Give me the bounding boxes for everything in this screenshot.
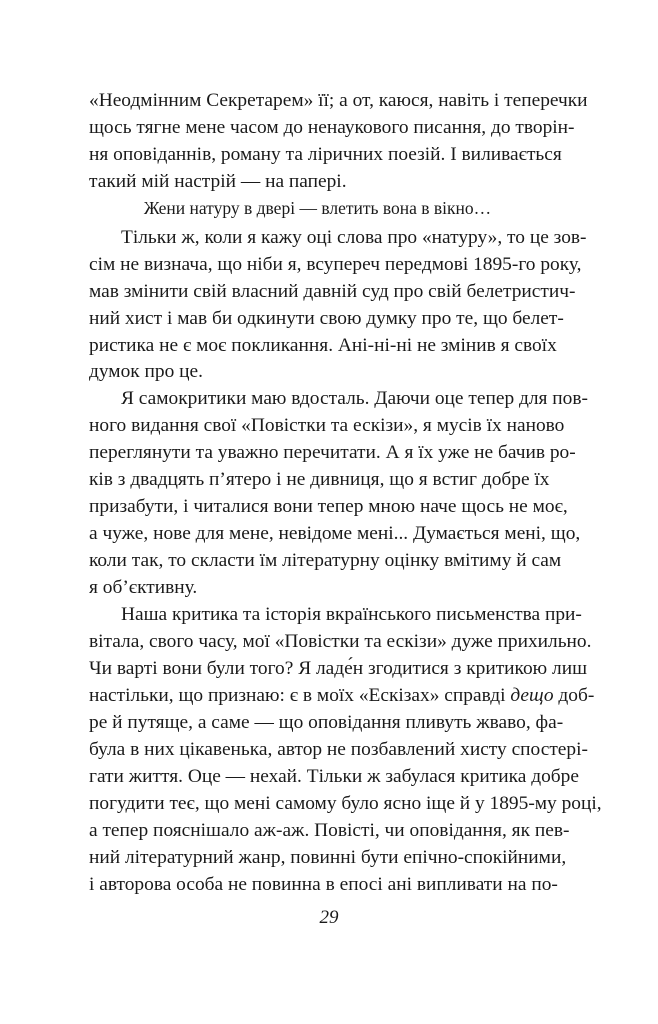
text-line: і авторова особа не повинна в епосі ані випливати на по- [89,874,558,895]
text-line: Тільки ж, коли я кажу оці слова про «натуру», то це зов- [121,227,587,248]
epigraph-line: Жени натуру в двері — влетить вона в вікно… [143,198,492,218]
text-line: мав змінити свій власний давній суд про свій белетристич- [89,281,576,302]
text-line: призабути, і читалися вони тепер мною наче щось не моє, [89,496,568,517]
text-line: Наша критика та історія вкраїнського письменства при- [121,604,582,625]
text-line: Чи варті вони були того? Я ладе́н згодитися з критикою лиш [89,658,587,679]
text-line: «Неодмінним Секретарем» її; а от, каюся, навіть і теперечки [89,90,588,111]
text-line: вітала, свого часу, мої «Повістки та ескізи» дуже прихильно. [89,631,592,652]
page-number: 29 [319,907,339,928]
text-line: переглянути та уважно перечитати. А я їх уже не бачив ро- [89,442,576,463]
text-line: ний хист і мав би одкинути свою думку про те, що белет- [89,308,564,329]
text-line: погудити теє, що мені самому було ясно іще й у 1895-му році, [89,793,602,814]
text-line: а тепер пояснішало аж-аж. Повісті, чи оповідання, як пев- [89,820,570,841]
text-line: ре й путяще, а саме — що оповідання пливуть жваво, фа- [89,712,564,733]
text-segment: настільки, що признаю: є в моїх «Ескізах» справді [89,685,511,706]
text-line: гати життя. Оце — нехай. Тільки ж забулася критика добре [89,766,579,787]
text-line: думок про це. [89,361,203,382]
text-line [89,682,595,709]
italic-word: дещо [510,685,554,706]
text-line: а чуже, нове для мене, невідоме мені... Думається мені, що, [89,523,581,544]
text-line: Я самокритики маю вдосталь. Даючи оце тепер для пов- [121,388,588,409]
text-line: я об’єктивну. [89,577,198,598]
text-line: ня оповіданнів, роману та ліричних поезій. І виливається [89,144,562,165]
text-line: такий мій настрій — на папері. [89,171,347,192]
text-line: ний літературний жанр, повинні бути епічно-спокійними, [89,847,567,868]
text-line: сім не визнача, що ніби я, всупереч передмові 1895-го року, [89,254,582,275]
text-line: була в них цікавенька, автор не позбавлений хисту спостері- [89,739,588,760]
text-segment: доб- [553,685,595,706]
text-line: ного видання свої «Повістки та ескізи», я мусів їх наново [89,415,565,436]
text-line: щось тягне мене часом до ненаукового писання, до творін- [89,117,575,138]
text-line: ристика не є моє покликання. Ані-ні-ні не змінив я своїх [89,335,557,356]
text-line: ків з двадцять п’ятеро і не дивниця, що я встиг добре їх [89,469,550,490]
text-line: коли так, то скласти їм літературну оцінку вмітиму й сам [89,550,562,571]
